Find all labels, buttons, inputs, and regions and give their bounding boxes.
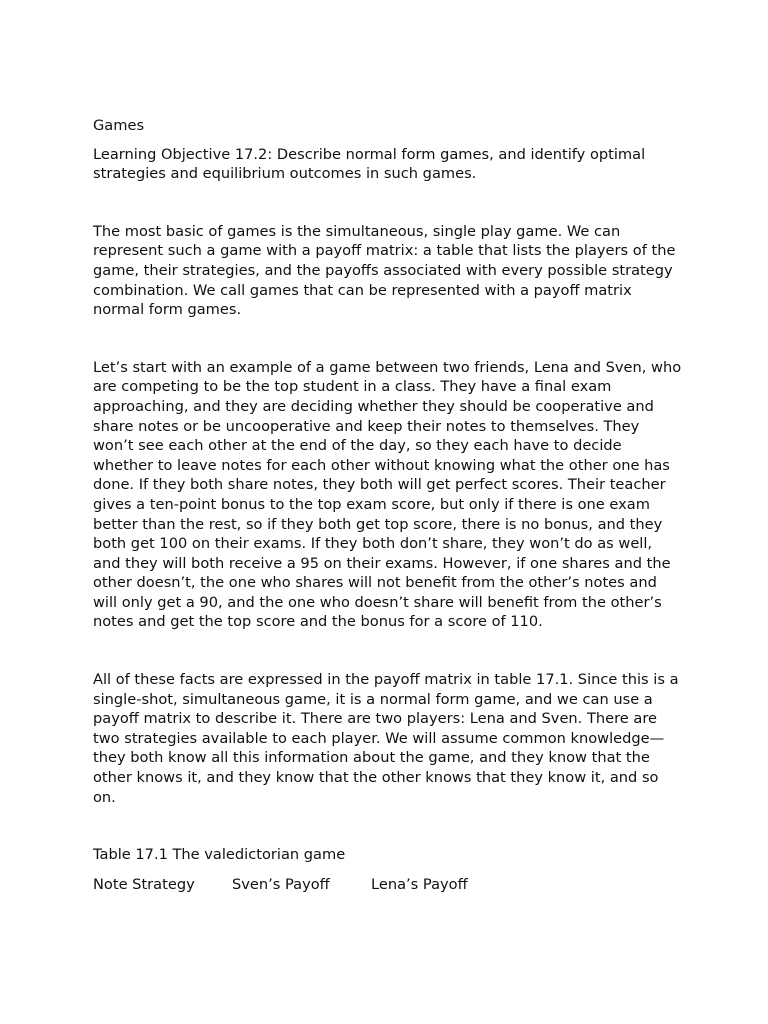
paragraph-example: Let’s start with an example of a game between two friends, Lena and Sven, who are competing to be the top student in a class. They have a final exam approaching, and they are deciding whether they should be cooperative and share notes or be uncooperative and keep their notes to themselves. They won’t see each other at the end of the day, so they each have to decide whether to leave notes for each other without knowing what the other one has done. If they both share notes, they both will get perfect scores. Their teacher gives a ten-point bonus to the top exam score, but only if there is one exam better than the rest, so if they both get top score, there is no bonus, and they both get 100 on their exams. If they both don’t share, they won’t do as well, and they will both receive a 95 on their exams. However, if one shares and the other doesn’t, the one who shares will not benefit from the other’s notes and will only get a 90, and the one who doesn’t share will benefit from the other’s notes and get the top score and the bonus for a score of 110. xyxy=(93,358,682,631)
paragraph-intro: The most basic of games is the simultaneous, single play game. We can represent such a game with a payoff matrix: a table that lists the players of the game, their strategies, and the payoffs associated with every possible strategy combination. We call games that can be represented with a payoff matrix normal form games. xyxy=(93,222,676,319)
section-title: Games xyxy=(93,117,145,134)
table-caption: Table 17.1 The valedictorian game xyxy=(93,846,346,864)
learning-objective: Learning Objective 17.2: Describe normal form games, and identify optimal strategies and equilibrium outcomes in such games. xyxy=(93,145,646,183)
table-header-note-strategy: Note Strategy xyxy=(93,875,195,893)
table-header-lena-payoff: Lena’s Payoff xyxy=(371,875,468,893)
table-header-sven-payoff: Sven’s Payoff xyxy=(232,875,330,893)
document-page xyxy=(93,116,683,894)
paragraph-payoff-matrix: All of these facts are expressed in the payoff matrix in table 17.1. Since this is a single-shot, simultaneous game, it is a normal form game, and we can use a payoff matrix to describe it. There are two players: Lena and Sven. There are two strategies available to each player. We will assume common knowledge—they both know all this information about the game, and they know that the other knows it, and they know that the other knows that they know it, and so on. xyxy=(93,671,679,806)
table-header-row xyxy=(93,875,683,895)
